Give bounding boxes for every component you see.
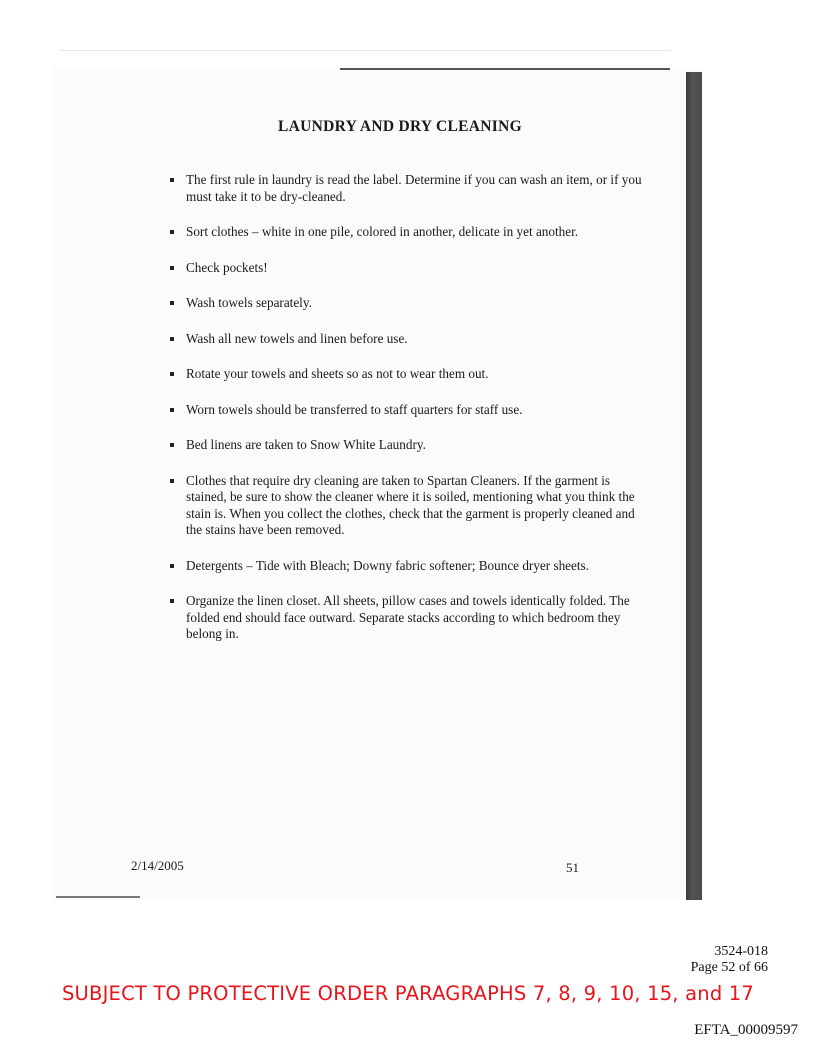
bullet-icon [170,178,174,182]
bates-stamp [691,944,768,976]
list-item-text: Organize the linen closet. All sheets, pillow cases and towels identically folded. The folded end should face outward. Separate stacks according to which bedroom they belong in. [186,593,630,641]
bates-page-count: Page 52 of 66 [690,960,768,975]
bullet-list [166,172,646,662]
bullet-icon [170,564,174,568]
list-item-text: Rotate your towels and sheets so as not to wear them out. [186,366,489,381]
document-title: LAUNDRY AND DRY CLEANING [278,118,522,135]
list-item [166,558,646,575]
list-item [166,437,646,454]
scan-bottom-edge [56,896,140,898]
list-item-text: Clothes that require dry cleaning are taken to Spartan Cleaners. If the garment is stained, be sure to show the cleaner where it is soiled, mentioning what you think the stain is. When you collect the clothes, check that the garment is properly cleaned and the stains have been removed. [186,472,635,537]
protective-order-notice: SUBJECT TO PROTECTIVE ORDER PARAGRAPHS 7, 8, 9, 10, 15, and 17 [61,982,755,1005]
list-item [166,260,646,277]
list-item-text: Wash all new towels and linen before use. [186,330,408,346]
list-item-text: Worn towels should be transferred to staff quarters for staff use. [186,401,523,417]
bullet-icon [170,479,174,483]
list-item [166,172,646,205]
list-item [166,473,646,539]
list-item-text: The first rule in laundry is read the label. Determine if you can wash an item, or if you must take it to be dry-cleaned. [186,172,642,204]
bates-id: 3524-018 [714,944,768,959]
list-item-text: Detergents – Tide with Bleach; Downy fabric softener; Bounce dryer sheets. [186,557,589,573]
footer-date: 2/14/2005 [131,858,184,873]
list-item-text: Sort clothes – white in one pile, colored in another, delicate in yet another. [186,224,579,239]
list-item [166,402,646,419]
bullet-icon [170,408,174,412]
list-item-text: Bed linens are taken to Snow White Laundry. [186,437,426,452]
footer-page-number: 51 [566,860,579,875]
bullet-icon [170,337,174,341]
list-item [166,224,646,241]
efta-id: EFTA_00009597 [694,1022,798,1038]
list-item-text: Wash towels separately. [186,295,312,310]
scan-top-edge [340,68,670,70]
list-item [166,331,646,348]
list-item-text: Check pockets! [186,259,268,275]
list-item [166,366,646,383]
bullet-icon [170,230,174,234]
bullet-icon [170,443,174,447]
bullet-icon [170,599,174,603]
bullet-icon [170,266,174,270]
scan-binding-shadow [686,72,702,900]
list-item [166,593,646,643]
bullet-icon [170,372,174,376]
list-item [166,295,646,312]
scan-artifact-line [60,50,670,51]
bullet-icon [170,301,174,305]
